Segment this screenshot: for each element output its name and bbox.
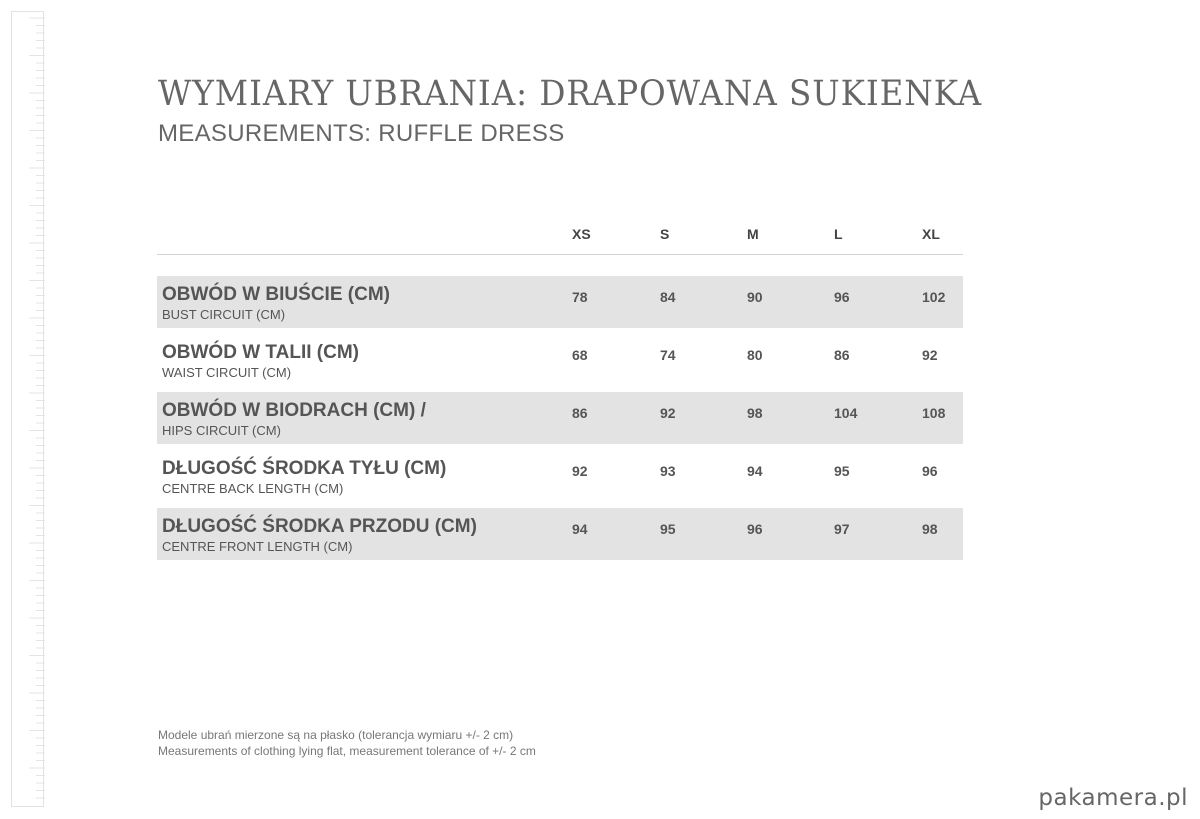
footnote-polish: Modele ubrań mierzone są na płasko (tolerancja wymiaru +/- 2 cm) [158, 728, 514, 742]
table-cell: 92 [922, 347, 938, 363]
page-subtitle: MEASUREMENTS: RUFFLE DRESS [158, 120, 565, 147]
size-header-l: L [834, 226, 843, 242]
page-title: WYMIARY UBRANIA: DRAPOWANA SUKIENKA [158, 74, 983, 114]
table-cell: 86 [572, 405, 588, 421]
table-row-back-length [157, 450, 963, 502]
size-header-xl: XL [922, 226, 940, 242]
row-label-pl: OBWÓD W TALII (CM) [162, 342, 359, 363]
table-cell: 108 [922, 405, 946, 421]
table-cell: 92 [660, 405, 676, 421]
table-cell: 92 [572, 463, 588, 479]
row-label-en: CENTRE BACK LENGTH (CM) [162, 481, 344, 496]
table-cell: 95 [660, 521, 676, 537]
table-cell: 94 [572, 521, 588, 537]
table-cell: 97 [834, 521, 850, 537]
size-header-s: S [660, 226, 670, 242]
table-cell: 94 [747, 463, 763, 479]
row-label-en: WAIST CIRCUIT (CM) [162, 365, 292, 380]
row-label-pl: DŁUGOŚĆ ŚRODKA PRZODU (CM) [162, 516, 477, 537]
table-row-bust [157, 276, 963, 328]
row-label-pl: OBWÓD W BIUŚCIE (CM) [162, 284, 390, 305]
table-cell: 90 [747, 289, 763, 305]
table-cell: 84 [660, 289, 676, 305]
row-label-en: HIPS CIRCUIT (CM) [162, 423, 281, 438]
table-row-hips [157, 392, 963, 444]
measuring-ruler [11, 11, 44, 807]
ruler-ticks [12, 12, 45, 808]
size-header-row [157, 210, 963, 255]
row-label-pl: OBWÓD W BIODRACH (CM) / [162, 400, 426, 421]
table-cell: 78 [572, 289, 588, 305]
table-cell: 98 [922, 521, 938, 537]
table-cell: 96 [747, 521, 763, 537]
table-cell: 96 [922, 463, 938, 479]
brand-logo[interactable]: pakamera.pl [1038, 785, 1188, 811]
table-cell: 68 [572, 347, 588, 363]
table-cell: 96 [834, 289, 850, 305]
table-cell: 74 [660, 347, 676, 363]
table-cell: 98 [747, 405, 763, 421]
size-table [157, 210, 963, 554]
table-row-front-length [157, 508, 963, 560]
table-row-waist [157, 334, 963, 386]
row-label-pl: DŁUGOŚĆ ŚRODKA TYŁU (CM) [162, 458, 447, 479]
footnote-english: Measurements of clothing lying flat, measurement tolerance of +/- 2 cm [158, 744, 536, 758]
size-header-m: M [747, 226, 759, 242]
table-cell: 102 [922, 289, 946, 305]
table-cell: 86 [834, 347, 850, 363]
table-cell: 95 [834, 463, 850, 479]
table-cell: 104 [834, 405, 858, 421]
table-cell: 80 [747, 347, 763, 363]
row-label-en: CENTRE FRONT LENGTH (CM) [162, 539, 353, 554]
size-header-xs: XS [572, 226, 591, 242]
row-label-en: BUST CIRCUIT (CM) [162, 307, 286, 322]
table-cell: 93 [660, 463, 676, 479]
